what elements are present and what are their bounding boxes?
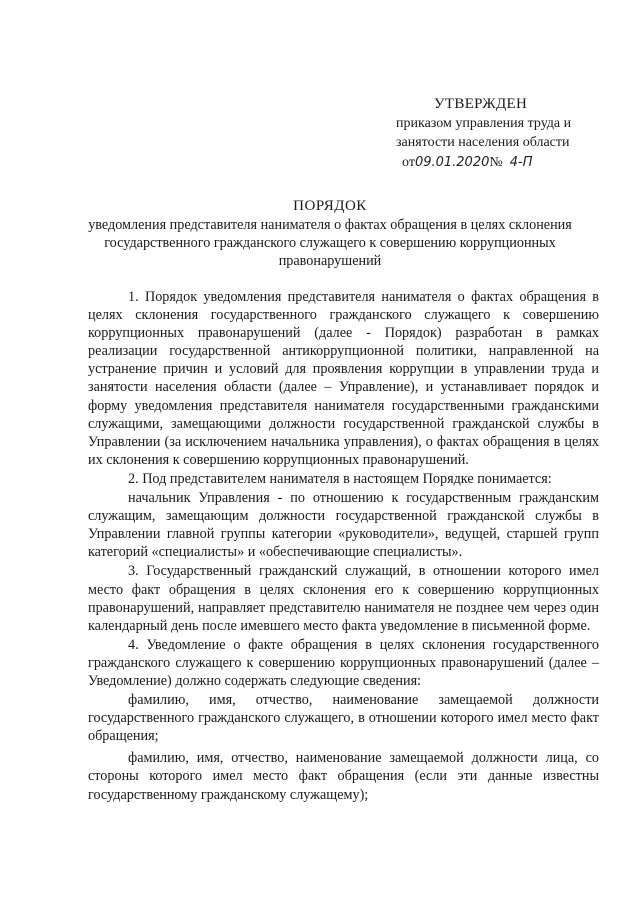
paragraph: 2. Под представителем нанимателя в настоящем Порядке понимается: [128,470,552,487]
approval-date-line [402,153,614,172]
document-subtitle: уведомления представителя нанимателя о фактах обращения в целях склонения государственного гражданского служащего к совершению коррупционных правонарушений [88,217,572,270]
paragraph: начальник Управления - по отношению к государственным гражданским служащим, замещающим должности государственной гражданской службы в Управлении главной группы категории «руководители», ведущей, старшей групп категорий «специалисты» и «обеспечивающие специалисты». [88,490,599,561]
paragraph: 3. Государственный гражданский служащий, в отношении которого имел место факт обращения в целях склонения его к совершению коррупционных правонарушений, направляет представителю нанимателя не позднее чем через один календарный день после имевшего место факта уведомление в письменной форме. [88,563,599,634]
paragraph: 1. Порядок уведомления представителя нанимателя о фактах обращения в целях склонения государственного гражданского служащего к совершению коррупционных правонарушений (далее - Порядок) разработан в рамках реализации государственной антикоррупционной политики, направленной на устранение причин и условий для проявления коррупции в управлении труда и занятости населения области (далее – Управление), и устанавливает порядок и форму уведомления представителя нанимателя государственными гражданскими служащими, замещающими должности государственной гражданской службы в Управлении (за исключением начальника управления), о фактах обращения в целях их склонения к совершению коррупционных правонарушений. [88,289,599,468]
date-prefix: от [402,155,415,170]
document-body [88,288,599,805]
approval-order-line: приказом управления труда и [396,116,572,131]
approval-stamp: УТВЕРЖДЕН [434,96,528,112]
handwritten-number: 4-П [509,155,533,170]
paragraph: 4. Уведомление о факте обращения в целях склонения государственного гражданского служащего к совершению коррупционных правонарушений (далее – Уведомление) должно содержать следующие сведения: [88,636,599,689]
approval-block [394,95,614,172]
document-title: ПОРЯДОК [293,198,367,214]
approval-department-line: занятости населения области [396,135,570,150]
handwritten-date: 09.01.2020 [414,155,490,170]
paragraph: фамилию, имя, отчество, наименование замещаемой должности лица, со стороны которого имел место факт обращения (если эти данные известны государственному гражданскому служащему); [88,750,599,803]
paragraph: фамилию, имя, отчество, наименование замещаемой должности государственного гражданского служащего, в отношении которого имел место факт обращения; [88,692,599,745]
number-prefix: № [489,155,503,170]
